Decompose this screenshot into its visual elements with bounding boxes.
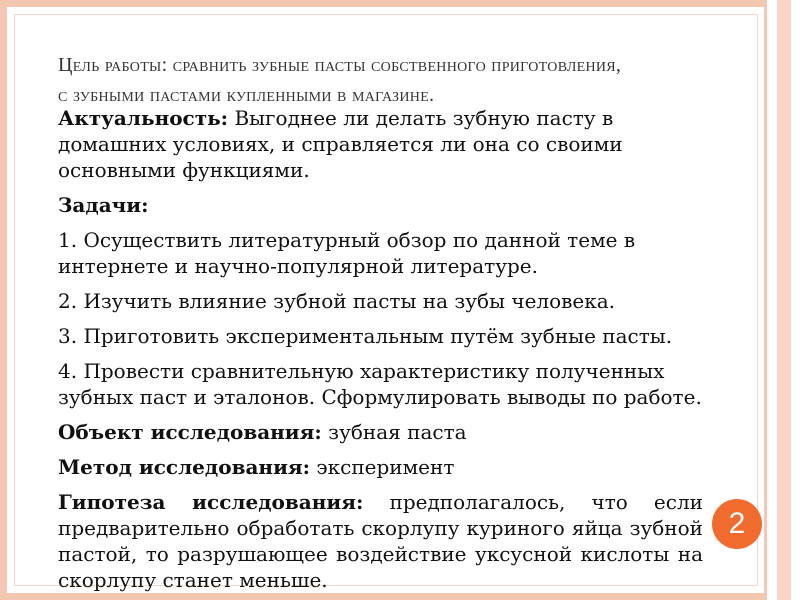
tasks-label: Задачи: [58,193,149,217]
slide-number-badge: 2 [712,499,762,549]
relevance-text: Выгоднее ли делать зубную пасту в домашних условиях, и справляется ли она со своими основными функциями. [58,106,623,182]
relevance-label: Актуальность: [58,106,229,130]
tasks-heading [58,192,703,218]
right-decorative-band [764,0,800,600]
method-label: Метод исследования: [58,455,311,479]
title-line-1: Цель работы: сравнить зубные пасты собственного приготовления, [58,54,622,76]
relevance-paragraph [58,105,703,183]
slide-title [58,50,738,110]
hypothesis-paragraph [58,489,703,593]
title-line-2: с зубными пастами купленными в магазине. [58,84,435,106]
task-item-4: 4. Провести сравнительную характеристику полученных зубных паст и эталонов. Сформулировать выводы по работе. [58,359,702,409]
object-label: Объект исследования: [58,420,322,444]
task-item-3: 3. Приготовить экспериментальным путём зубные пасты. [58,324,673,348]
task-item-2: 2. Изучить влияние зубной пасты на зубы человека. [58,289,616,313]
method-value: эксперимент [316,455,455,479]
object-value: зубная паста [328,420,467,444]
hypothesis-text: предполагалось, что если предварительно обработать скорлупу куриного яйца зубной пастой, то разрушающее воздействие уксусной кислоты на скорлупу станет меньше. [58,490,703,592]
hypothesis-label: Гипотеза исследования: [58,490,364,514]
task-item-1: 1. Осуществить литературный обзор по данной теме в интернете и научно-популярной литературе. [58,228,636,278]
slide-body [58,105,703,602]
object-paragraph [58,419,703,445]
method-paragraph [58,454,703,480]
